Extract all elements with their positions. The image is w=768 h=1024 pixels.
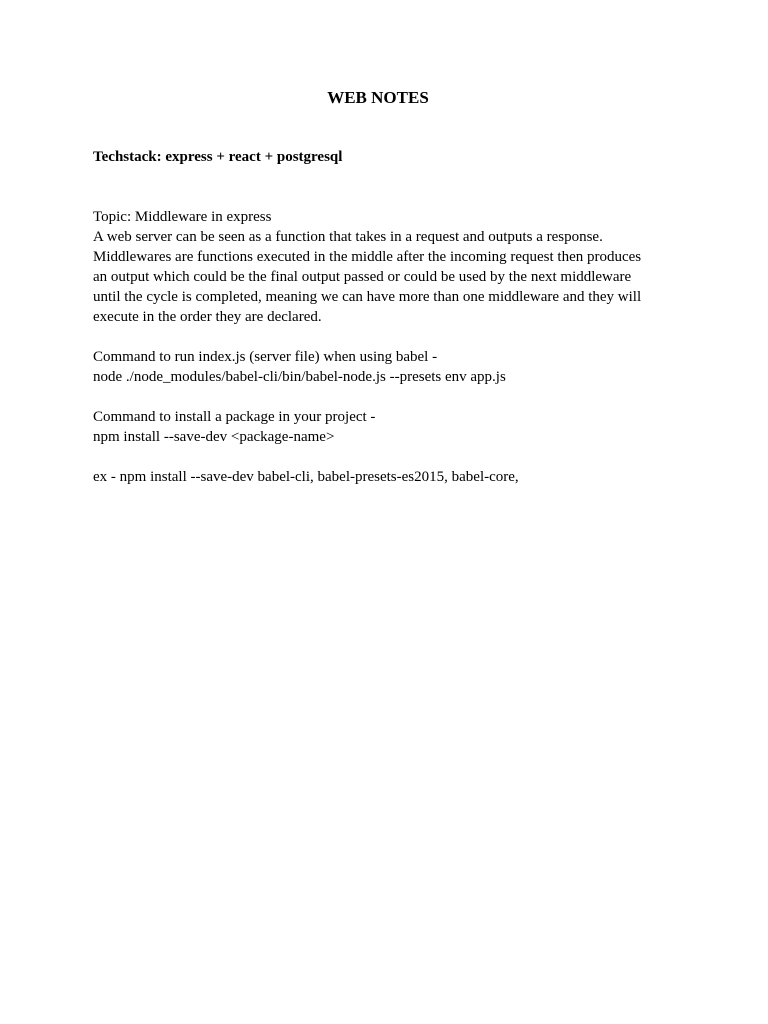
paragraph-line: an output which could be the final output passed or could be used by the next middleware: [93, 269, 632, 285]
run-command: node ./node_modules/babel-cli/bin/babel-node.js --presets env app.js: [93, 369, 506, 385]
install-command-label: Command to install a package in your project -: [93, 409, 376, 425]
blank-line: [93, 447, 673, 467]
blank-line: [93, 387, 673, 407]
paragraph-line: execute in the order they are declared.: [93, 309, 322, 325]
techstack-heading: Techstack: express + react + postgresql: [93, 149, 343, 165]
paragraph-line: Middlewares are functions executed in the middle after the incoming request then produces: [93, 249, 642, 265]
topic-line: Topic: Middleware in express: [93, 209, 272, 225]
install-command: npm install --save-dev <package-name>: [93, 429, 335, 445]
install-example: ex - npm install --save-dev babel-cli, babel-presets-es2015, babel-core,: [93, 469, 519, 485]
document-title: WEB NOTES: [327, 88, 429, 107]
paragraph-line: until the cycle is completed, meaning we can have more than one middleware and they will: [93, 289, 642, 305]
paragraph-line: A web server can be seen as a function that takes in a request and outputs a response.: [93, 229, 603, 245]
blank-line: [93, 327, 673, 347]
notes-body: [93, 207, 673, 487]
run-command-label: Command to run index.js (server file) when using babel -: [93, 349, 438, 365]
